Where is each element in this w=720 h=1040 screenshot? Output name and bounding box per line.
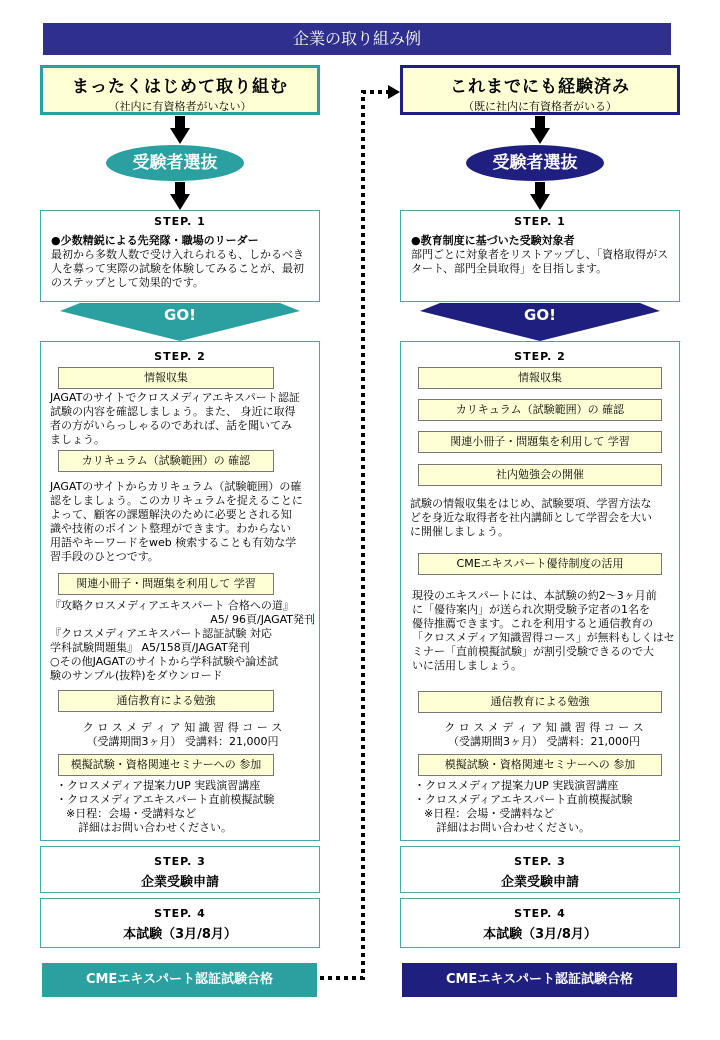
step1-heading: ●教育制度に基づいた受験対象者 — [411, 234, 575, 247]
step4-text: 本試験（3月/8月） — [483, 927, 597, 942]
text-line: 詳細はお問い合わせください。 — [78, 821, 232, 834]
left-step4-card — [40, 898, 320, 948]
left-box-info: 情報収集 — [58, 367, 274, 389]
text-line: （受講期間3ヶ月） 受講料：21,000円 — [448, 735, 640, 748]
step-label: STEP. 1 — [514, 215, 566, 228]
text-line: 現役のエキスパートには、本試験の約2～3ヶ月前 — [412, 589, 657, 602]
right-box-books: 関連小冊子・問題集を利用して 学習 — [418, 431, 662, 453]
text-line: に開催しましょう。 — [410, 525, 509, 538]
right-final-banner: CMEエキスパート認証試験合格 — [402, 963, 677, 997]
text-line: ・クロスメディア提案力UP 実践演習講座 — [56, 779, 261, 792]
step-label: STEP. 2 — [514, 350, 566, 363]
step1-line: 人を募って実際の試験を体験してみることが、最初 — [51, 262, 304, 275]
right-head-box — [400, 65, 680, 115]
down-arrow-icon — [530, 182, 550, 210]
text-line: 用語やキーワードをweb 検索することも有効な学 — [50, 536, 297, 549]
text-line: ○その他JAGATのサイトから学科試験や論述試 — [50, 655, 279, 668]
text-line: 詳細はお問い合わせください。 — [436, 821, 590, 834]
step1-line: タート、部門全員取得」を目指します。 — [411, 262, 608, 275]
step4-text: 本試験（3月/8月） — [123, 927, 237, 942]
right-box-preferential: CMEエキスパート優待制度の活用 — [418, 553, 662, 575]
text-line: いに活用しましょう。 — [412, 659, 522, 672]
step-label: STEP. 3 — [154, 855, 206, 868]
down-arrow-icon — [530, 116, 550, 144]
right-box-curriculum: カリキュラム（試験範囲）の 確認 — [418, 399, 662, 421]
text-line: 学科試験問題集』 A5/158頁/JAGAT発刊 — [50, 641, 250, 654]
text-line: ましょう。 — [50, 433, 105, 446]
step-label: STEP. 1 — [154, 215, 206, 228]
step1-heading: ●少数精鋭による先発隊・職場のリーダー — [51, 234, 259, 247]
text-line: ク ロ ス メ デ ィ ア 知 識 習 得 コ ー ス — [82, 721, 283, 734]
left-box-seminar: 模擬試験・資格関連セミナーへの 参加 — [58, 754, 274, 776]
right-box-info: 情報収集 — [418, 367, 662, 389]
right-step3-card — [400, 846, 680, 893]
left-head-box — [40, 65, 320, 115]
step-label: STEP. 4 — [154, 907, 206, 920]
text-line: ・クロスメディアエキスパート直前模擬試験 — [414, 793, 633, 806]
text-line: ク ロ ス メ デ ィ ア 知 識 習 得 コ ー ス — [444, 721, 644, 734]
text-line: 習手段のひとつです。 — [50, 550, 159, 563]
left-box-books: 関連小冊子・問題集を利用して 学習 — [58, 573, 274, 595]
text-line: JAGATのサイトでクロスメディアエキスパート認証 — [50, 391, 300, 404]
left-box-correspondence: 通信教育による勉強 — [58, 690, 274, 712]
down-arrow-icon — [170, 182, 190, 210]
right-box-study-group: 社内勉強会の開催 — [418, 464, 662, 486]
text-line: 認をしましょう。このカリキュラムを捉えることに — [50, 494, 303, 507]
right-step1-card — [400, 210, 680, 302]
text-line: 「クロスメディア知識習得コース」が無料もしくはセ — [412, 631, 675, 644]
page-title: 企業の取り組み例 — [43, 23, 671, 55]
text-line: A5/ 96頁/JAGAT発刊 — [210, 613, 315, 626]
text-line: ※日程：会場・受講料など — [424, 807, 555, 820]
step1-line: 最初から多数人数で受け入れられるも、しかるべき — [51, 248, 304, 261]
right-step4-card — [400, 898, 680, 948]
text-line: ・クロスメディア提案力UP 実践演習講座 — [414, 779, 619, 792]
step-label: STEP. 4 — [514, 907, 566, 920]
step-label: STEP. 3 — [514, 855, 566, 868]
text-line: ミナー「直前模擬試験」が割引受験できるので大 — [412, 645, 654, 658]
text-line: 優待推薦できます。これを利用すると通信教育の — [412, 617, 654, 630]
text-line: ※日程：会場・受講料など — [66, 807, 197, 820]
text-line: 『クロスメディアエキスパート認証試験 対応 — [50, 627, 272, 640]
step1-line: のステップとして効果的です。 — [51, 276, 204, 289]
left-head-sub: （社内に有資格者がいない） — [108, 100, 252, 113]
text-line: 『攻略クロスメディアエキスパート 合格への道』 — [50, 599, 294, 612]
right-go-label: GO! — [524, 306, 556, 324]
right-head-sub: （既に社内に有資格者がいる） — [463, 100, 617, 113]
step3-text: 企業受験申請 — [500, 875, 579, 890]
left-head-title: まったくはじめて取り組む — [72, 77, 288, 97]
right-box-seminar: 模擬試験・資格関連セミナーへの 参加 — [418, 754, 662, 776]
right-box-correspondence: 通信教育による勉強 — [418, 691, 662, 713]
text-line: 試験の情報収集をはじめ、試験要項、学習方法な — [410, 497, 652, 510]
left-go-label: GO! — [164, 306, 196, 324]
text-line: 者の方がいらっしゃるのであれば、話を聞いてみ — [50, 419, 292, 432]
text-line: に「優待案内」が送られ次期受験予定者の1名を — [412, 603, 650, 616]
left-step1-card — [40, 210, 320, 302]
text-line: 識や技術のポイント整理ができます。わからない — [50, 522, 292, 535]
right-head-title: これまでにも経験済み — [450, 77, 630, 97]
text-line: 験のサンプル(抜粋)をダウンロード — [50, 669, 223, 682]
left-select-badge: 受験者選抜 — [106, 145, 244, 181]
text-line: 試験の内容を確認しましょう。また、 身近に取得 — [50, 405, 296, 418]
text-line: （受講期間3ヶ月） 受講料：21,000円 — [86, 735, 279, 748]
text-line: ・クロスメディアエキスパート直前模擬試験 — [56, 793, 275, 806]
step1-line: 部門ごとに対象者をリストアップし、「資格取得がス — [411, 248, 669, 261]
right-select-badge: 受験者選抜 — [466, 145, 604, 181]
text-line: JAGATのサイトからカリキュラム（試験範囲）の確 — [50, 480, 302, 493]
dotted-connector — [318, 85, 403, 985]
text-line: どを身近な取得者を社内講師として学習会を大い — [410, 511, 652, 524]
step-label: STEP. 2 — [154, 350, 206, 363]
left-step3-card — [40, 846, 320, 893]
left-final-banner: CMEエキスパート認証試験合格 — [42, 963, 317, 997]
left-box-curriculum: カリキュラム（試験範囲）の 確認 — [58, 450, 274, 472]
down-arrow-icon — [170, 116, 190, 144]
text-line: よって、顧客の課題解決のために必要とされる知 — [50, 508, 292, 521]
step3-text: 企業受験申請 — [140, 875, 219, 890]
